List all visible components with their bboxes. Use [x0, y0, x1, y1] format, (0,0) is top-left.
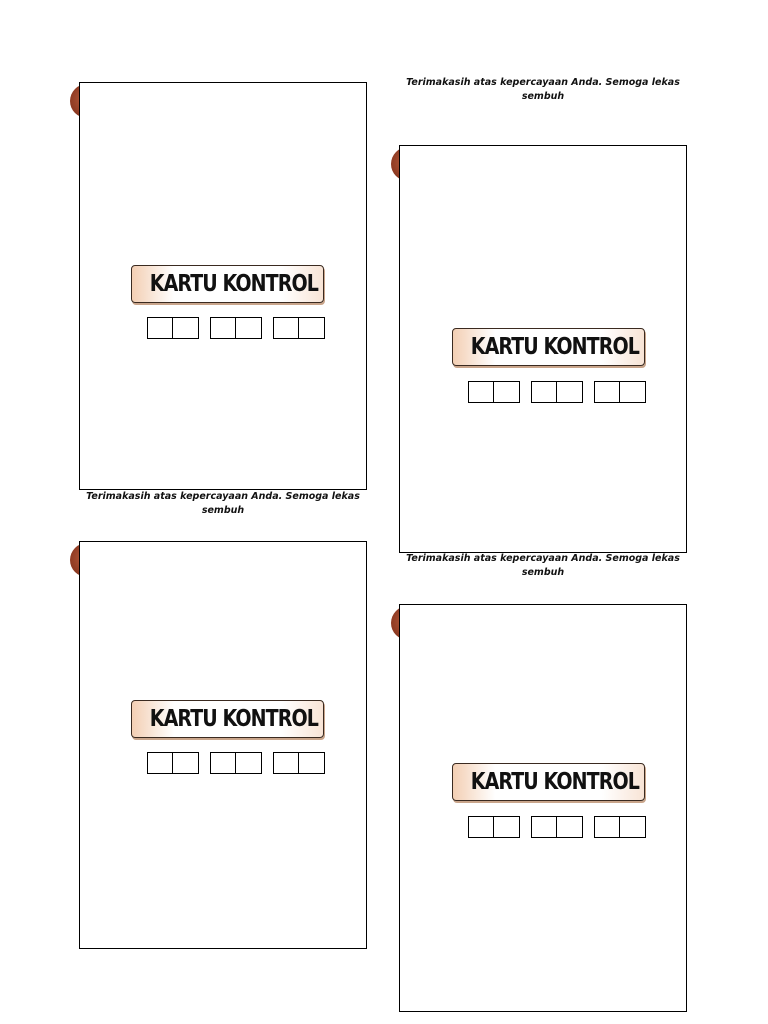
thanks-message-left-middle: Terimakasih atas kepercayaan Anda. Semoga lekas sembuh	[86, 491, 360, 516]
date-month[interactable]	[210, 317, 262, 339]
thanks-message-right-middle: Terimakasih atas kepercayaan Anda. Semoga lekas sembuh	[406, 553, 680, 578]
date-month[interactable]	[531, 816, 583, 838]
date-boxes	[147, 752, 326, 774]
date-boxes	[468, 816, 647, 838]
card-title: KARTU KONTROL	[470, 769, 640, 795]
control-card-4	[399, 604, 687, 1012]
card-title: KARTU KONTROL	[149, 706, 319, 732]
control-card-3	[79, 541, 367, 949]
date-month[interactable]	[531, 381, 583, 403]
control-card-2	[399, 145, 687, 553]
card-title-box	[452, 328, 645, 366]
date-day[interactable]	[147, 752, 199, 774]
card-title-box	[131, 700, 324, 738]
card-title: KARTU KONTROL	[149, 271, 319, 297]
thanks-message-top-right: Terimakasih atas kepercayaan Anda. Semoga lekas sembuh	[406, 77, 680, 102]
card-title-box	[131, 265, 324, 303]
date-day[interactable]	[468, 381, 520, 403]
date-boxes	[468, 381, 647, 403]
date-day[interactable]	[147, 317, 199, 339]
date-year[interactable]	[273, 317, 325, 339]
date-boxes	[147, 317, 326, 339]
date-year[interactable]	[594, 816, 646, 838]
date-year[interactable]	[273, 752, 325, 774]
date-month[interactable]	[210, 752, 262, 774]
card-title-box	[452, 763, 645, 801]
date-year[interactable]	[594, 381, 646, 403]
control-card-1	[79, 82, 367, 490]
date-day[interactable]	[468, 816, 520, 838]
card-title: KARTU KONTROL	[470, 334, 640, 360]
